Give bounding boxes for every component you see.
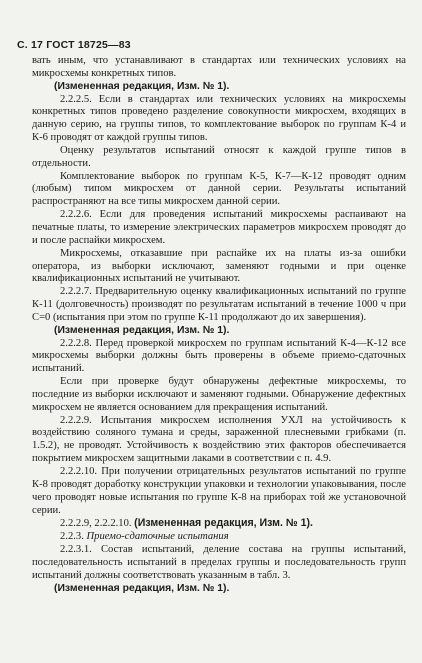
paragraph: Если при проверке будут обнаружены дефектные микросхемы, то последние из выборки исключают и заменяют годными. Обнаружение дефектных микросхем не является основанием для прекращения испытаний.: [32, 376, 406, 413]
amendment-note: (Измененная редакция, Изм. № 1).: [134, 517, 313, 530]
paragraph: Оценку результатов испытаний относят к каждой группе типов в отдельности.: [32, 144, 406, 169]
paragraph-2-2-2-7: 2.2.2.7. Предварительную оценку квалификационных испытаний по группе К-11 (долговечность) производят по результатам испытаний в течение 1000 ч при C=0 (испытания при этом по группе К-11 продолжают до их завершения).: [32, 286, 406, 323]
amendment-line: [32, 517, 406, 531]
paragraph-2-2-3-1: 2.2.3.1. Состав испытаний, деление состава на группы испытаний, последовательность испытаний в пределах группы и последовательность групп испытаний должны соответствовать указанным в табл. 3.: [32, 544, 406, 581]
paragraph-2-2-2-5: [32, 94, 406, 145]
section-title: Приемо-сдаточные испытания: [86, 531, 229, 543]
section-heading-2-2-3: [32, 531, 406, 544]
paragraph-2-2-2-6: 2.2.2.6. Если для проведения испытаний микросхемы распаивают на печатные платы, то измерение электрических параметров микросхем проводят до и после распайки микросхем.: [32, 209, 406, 246]
paragraph-2-2-2-10: 2.2.2.10. При получении отрицательных результатов испытаний по группе К-8 проводят доработку конструкции упаковки и технологии упаковывания, после чего проводят новые испытания по группе К-8 на приборах той же установочной серии.: [32, 466, 406, 516]
document-body: [32, 55, 406, 595]
paragraph: Микросхемы, отказавшие при распайке их на платы из-за ошибки оператора, из выборки исключают, заменяют годными и при оценке квалификационных испытаний не учитывают.: [32, 247, 406, 285]
paragraph: Комплектование выборок по группам К-5, К-7—К-12 проводят одним (любым) типом микросхем от данной серии. Результаты испытаний распространяют на все типы микросхем данной серии.: [32, 170, 406, 208]
amendment-note: (Измененная редакция, Изм. № 1).: [54, 80, 230, 92]
amendment-note: (Измененная редакция, Изм. № 1).: [54, 582, 230, 594]
paragraph-2-2-2-9: 2.2.2.9. Испытания микросхем исполнения УХЛ на устойчивость к воздействию соляного тумана и среды, зараженной плесневыми грибками (п. 1.5.2), не проводят. Устойчивость к воздействию этих факторов обеспечивается покрытием микросхем защитными лаками в соответствии с п. 4.9.: [32, 414, 406, 465]
paragraph-text: 2.2.2.5. Если в стандартах или технических условиях на микросхемы конкретных типов проведено разделение совокупности микросхем, входящих в данную серию, на группы типов, то комплектование выборок по группам К-4 и К-6 проводят от каждой группы типов.: [32, 93, 406, 144]
section-number: 2.2.3.: [60, 531, 84, 543]
page-header: С. 17 ГОСТ 18725—83: [17, 39, 131, 51]
paragraph-continuation: вать иным, что устанавливают в стандартах или технических условиях на микросхемы конкретных типов.: [32, 55, 406, 79]
amendment-lead: 2.2.2.9, 2.2.2.10.: [60, 518, 132, 530]
amendment-note: (Измененная редакция, Изм. № 1).: [54, 324, 230, 336]
paragraph-2-2-2-8: 2.2.2.8. Перед проверкой микросхем по группам испытаний К-4—К-12 все микросхемы выборки должны быть проверены в объеме приемо-сдаточных испытаний.: [32, 337, 406, 375]
